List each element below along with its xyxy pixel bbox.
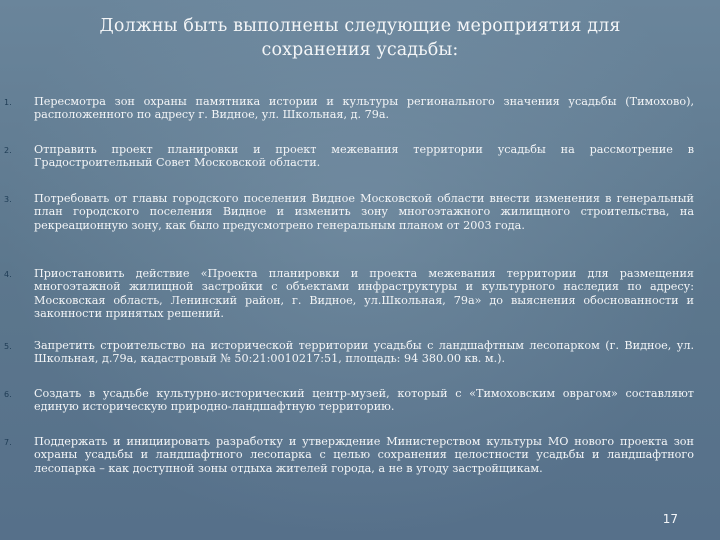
list-item-text: Запретить строительство на исторической территории усадьбы с ландшафтным лесопарком (г. Видное, ул. Школьная, д.79а, кадастровый № 50:21:0010217:51, площадь: 94 380.00 кв. м.). bbox=[34, 339, 694, 366]
list-item-number: 1. bbox=[4, 98, 12, 107]
list-item-number: 2. bbox=[4, 146, 12, 155]
list-item-number: 3. bbox=[4, 195, 12, 204]
list-item-number: 7. bbox=[4, 438, 12, 447]
list-item-text: Потребовать от главы городского поселения Видное Московской области внести изменения в генеральный план городского поселения Видное и изменить зону многоэтажного жилищного строительства, на рекреационную зону, как было предусмотрено генеральным планом от 2003 года. bbox=[34, 192, 694, 232]
list-item-text: Создать в усадьбе культурно-исторический центр-музей, который с «Тимоховским оврагом» составляют единую историческую природно-ландшафтную территорию. bbox=[34, 387, 694, 414]
list-item-text: Поддержать и инициировать разработку и утверждение Министерством культуры МО нового проекта зон охраны усадьбы и ландшафтного лесопарка с целью сохранения целостности усадьбы и ландшафтного лесопарка – как доступной зоны отдыха жителей города, а не в угоду застройщикам. bbox=[34, 435, 694, 475]
list-item-text: Отправить проект планировки и проект межевания территории усадьбы на рассмотрение в Градостроительный Совет Московской области. bbox=[34, 143, 694, 170]
list-item-text: Пересмотра зон охраны памятника истории и культуры регионального значения усадьбы (Тимохово), расположенного по адресу г. Видное, ул. Школьная, д. 79а. bbox=[34, 95, 694, 122]
slide-title bbox=[60, 14, 660, 62]
list-item-number: 4. bbox=[4, 270, 12, 279]
list-item-number: 5. bbox=[4, 342, 12, 351]
list-item-number: 6. bbox=[4, 390, 12, 399]
list-item-text: Приостановить действие «Проекта планировки и проекта межевания территории для размещения многоэтажной жилищной застройки с объектами инфраструктуры и культурного наследия по адресу: Московская область, Ленинский район, г. Видное, ул.Школьная, 79а» до выяснения обоснованности и законности принятых решений. bbox=[34, 267, 694, 321]
slide-title-line-1: Должны быть выполнены следующие мероприятия для bbox=[99, 16, 621, 36]
slide-title-line-2: сохранения усадьбы: bbox=[261, 40, 459, 60]
page-number: 17 bbox=[662, 512, 678, 526]
